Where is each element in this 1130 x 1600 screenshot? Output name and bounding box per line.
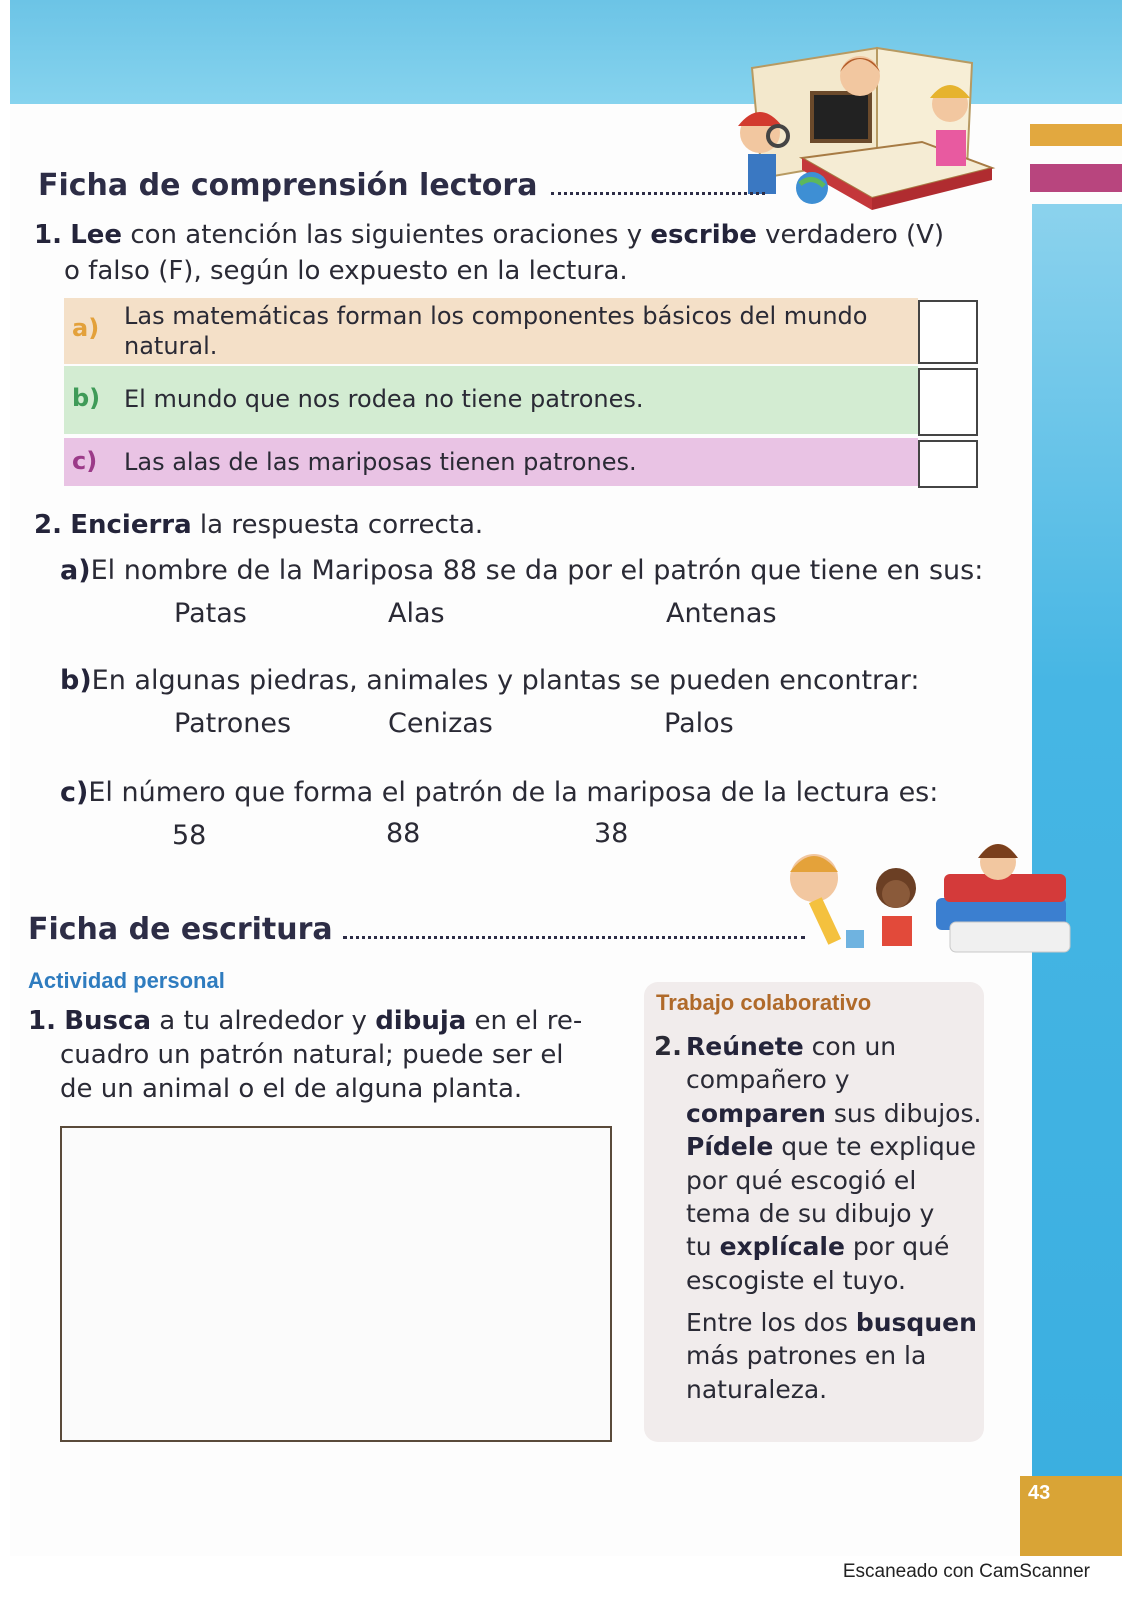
option-alas[interactable]: Alas [388,598,445,629]
option-patas[interactable]: Patas [174,598,247,629]
answer-box-b[interactable] [918,368,978,436]
q1-instruction-line2: o falso (F), según lo expuesto en la lectura. [64,256,628,286]
title-dots [551,192,765,195]
option-palos[interactable]: Palos [664,708,734,739]
section-title-comprension: Ficha de comprensión lectora [38,168,765,203]
collab-line: naturaleza. [686,1374,828,1404]
collab-text-2 [686,1306,986,1406]
collaborative-title: Trabajo colaborativo [656,990,872,1015]
option-38[interactable]: 38 [594,818,629,849]
collab-line: Entre los dos busquen [686,1308,977,1337]
q2-instruction: 2. Encierra la respuesta correcta. [34,510,484,540]
orange-tab [1030,124,1122,146]
writing-q1-line1: 1. Busca a tu alrededor y dibuja en el re- [28,1006,583,1036]
collab-line: más patrones en la [686,1341,927,1371]
collab-line: Reúnete con un [686,1032,897,1061]
option-antenas[interactable]: Antenas [666,598,777,629]
option-cenizas[interactable]: Cenizas [388,708,493,739]
activity-label: Actividad personal [28,968,225,993]
q2-item-c: c)El número que forma el patrón de la mariposa de la lectura es: [60,777,939,808]
collab-line: tu explícale por qué [686,1232,950,1262]
title-dots [343,936,805,939]
option-patrones[interactable]: Patrones [174,708,292,739]
answer-box-c[interactable] [918,440,978,488]
kids-with-books-illustration [776,838,1080,968]
statement-row-c: c) Las alas de las mariposas tienen patrones. [64,438,918,486]
option-58[interactable]: 58 [172,820,207,851]
right-color-band [1032,104,1122,1556]
writing-q1-line2: cuadro un patrón natural; puede ser el [60,1040,564,1070]
q1-instruction: 1. Lee con atención las siguientes oraciones y escribe verdadero (V) [34,220,945,250]
statement-row-a: a) Las matemáticas forman los componentes básicos del mundo natural. [64,298,918,364]
q2-item-b: b)En algunas piedras, animales y plantas se pueden encontrar: [60,665,920,696]
collab-line: comparen sus dibujos. [686,1098,982,1128]
option-88[interactable]: 88 [386,818,421,849]
collab-line: Pídele que te explique [686,1132,976,1162]
page-number: 43 [1028,1482,1051,1504]
writing-q1-line3: de un animal o el de alguna planta. [60,1074,523,1104]
collab-line: escogiste el tuyo. [686,1265,906,1295]
collab-text [686,1030,986,1297]
section-title-escritura: Ficha de escritura [28,912,805,947]
scanner-watermark: Escaneado con CamScanner [842,1561,1090,1582]
collab-line: por qué escogió el [686,1165,917,1195]
drawing-box[interactable] [60,1126,612,1442]
statement-row-b: b) El mundo que nos rodea no tiene patrones. [64,366,918,434]
purple-tab [1030,164,1122,192]
collab-line: compañero y [686,1065,850,1095]
collab-number: 2. [654,1032,682,1062]
kids-reading-illustration [722,38,1012,214]
collab-line: tema de su dibujo y [686,1199,935,1229]
answer-box-a[interactable] [918,300,978,364]
q2-item-a: a)El nombre de la Mariposa 88 se da por el patrón que tiene en sus: [60,555,984,586]
